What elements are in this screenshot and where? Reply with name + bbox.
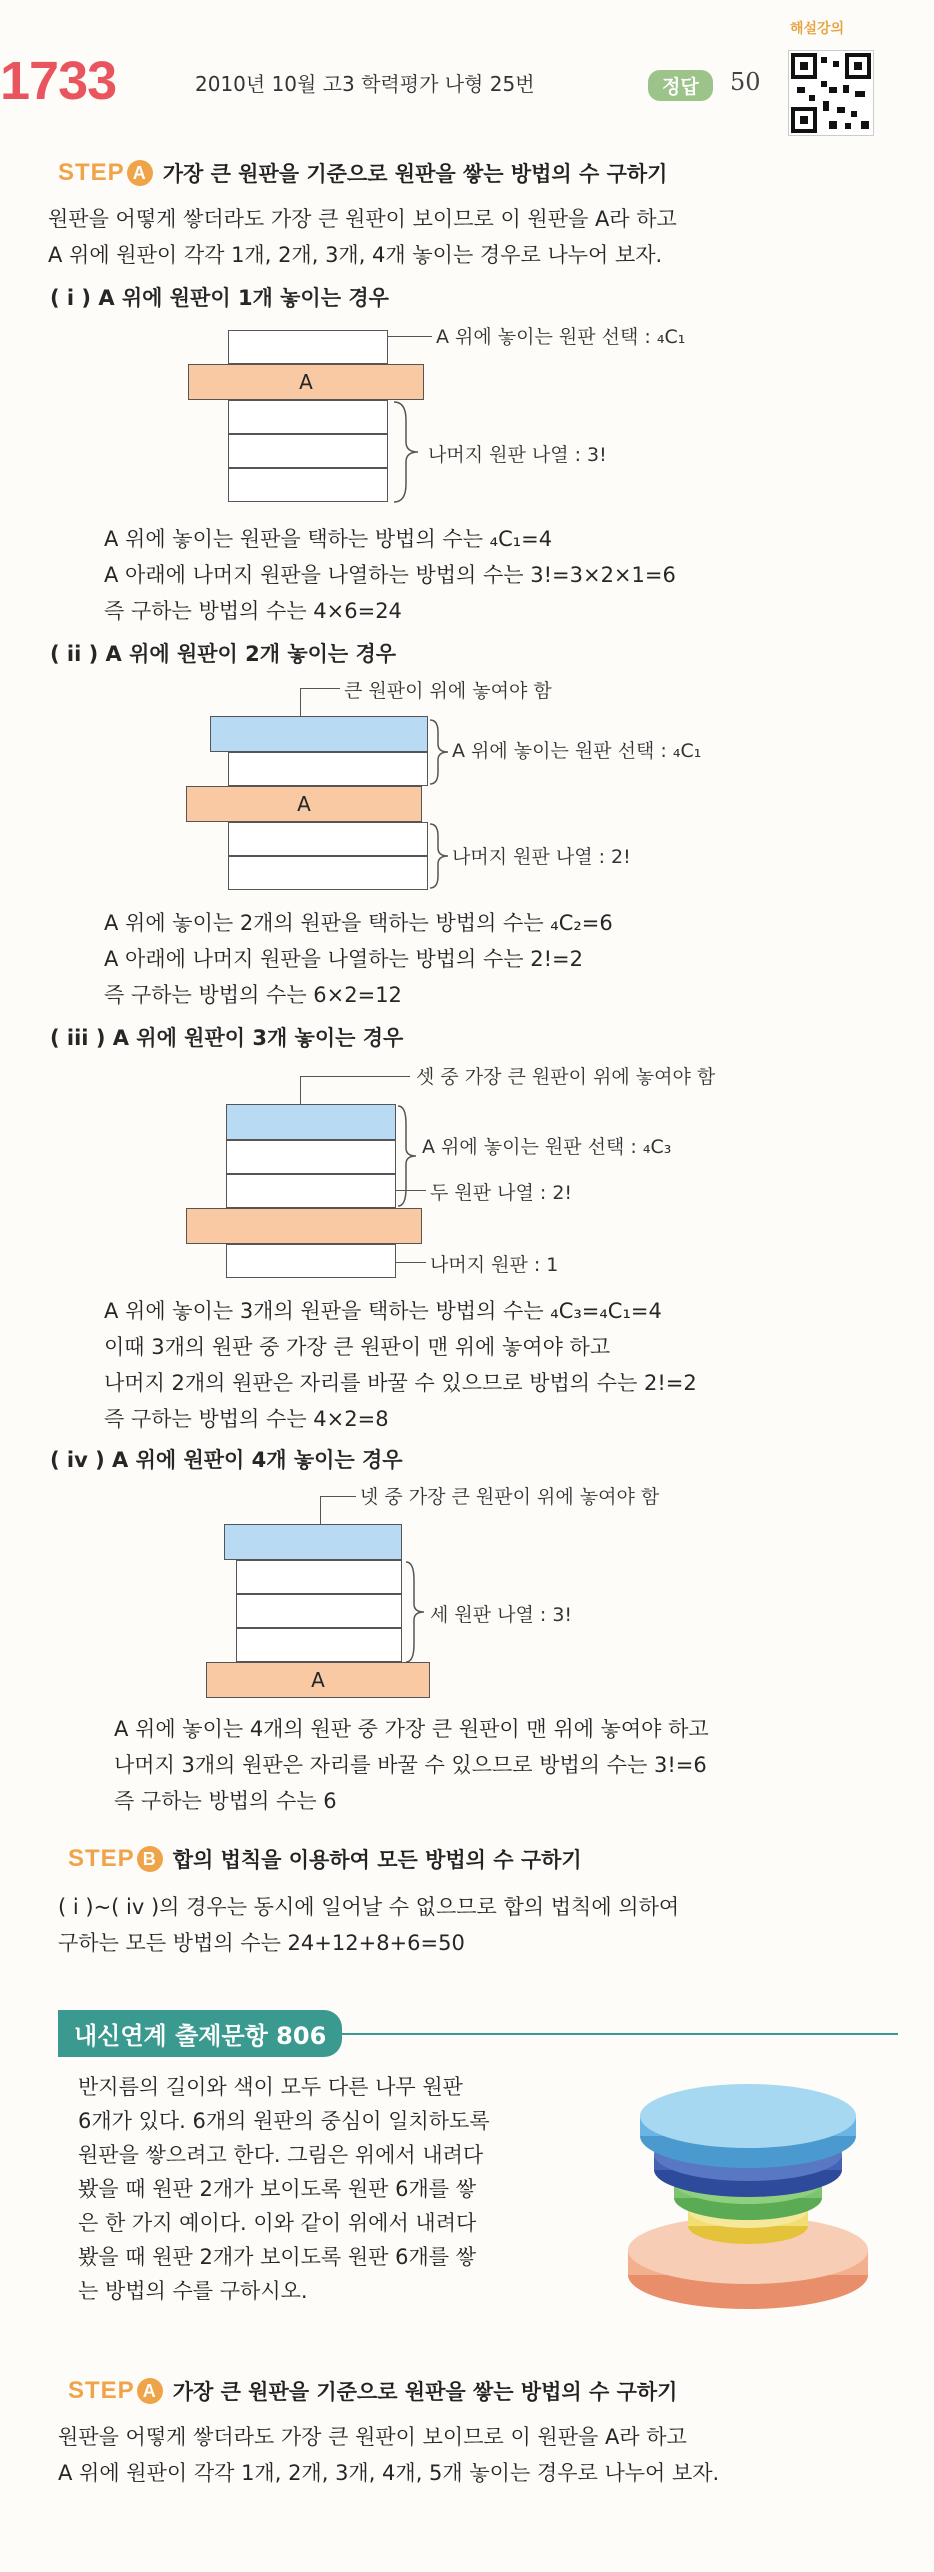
case2-line-3: 즉 구하는 방법의 수는 6×2=12 (104, 983, 402, 1007)
linked-q-line: 는 방법의 수를 구하시오. (78, 2279, 308, 2304)
case2-pointer-line (300, 688, 340, 689)
case1-lower-disk (228, 468, 388, 502)
step-a2-title: 가장 큰 원판을 기준으로 원판을 쌓는 방법의 수 구하기 (172, 2380, 678, 2404)
answer-value: 50 (730, 68, 761, 96)
step-a-intro-1: 원판을 어떻게 쌓더라도 가장 큰 원판이 보이므로 이 원판을 A라 하고 (48, 207, 677, 231)
case3-brace (396, 1104, 418, 1208)
linked-q-line: 봤을 때 원판 2개가 보이도록 원판 6개를 쌓 (78, 2177, 477, 2202)
case1-brace (392, 400, 422, 504)
linked-header (58, 2010, 898, 2057)
case3-line-1: A 위에 놓이는 3개의 원판을 택하는 방법의 수는 ₄C₃=₄C₁=4 (104, 1299, 662, 1323)
case3-pointer-line (300, 1076, 410, 1077)
step-a2-tag: STEP A (68, 2377, 163, 2405)
linked-problem (58, 2010, 898, 2057)
case1-pointer (388, 336, 432, 337)
case4-disk-a: A (206, 1662, 430, 1698)
case3-ann-two: 두 원판 나열 : 2! (430, 1182, 573, 1204)
step-b-line-1: ( i )~( iv )의 경우는 동시에 일어날 수 없으므로 합의 법칙에 의하여 (58, 1895, 680, 1919)
qr-label: 해설강의 (790, 21, 845, 37)
case2-blue-disk (210, 716, 428, 752)
case1-ann-rest: 나머지 원판 나열 : 3! (428, 444, 607, 466)
case3-rest-pointer (396, 1262, 426, 1263)
case4-line-1: A 위에 놓이는 4개의 원판 중 가장 큰 원판이 맨 위에 놓여야 하고 (114, 1717, 709, 1741)
case4-disk (236, 1628, 402, 1662)
case2-line-1: A 위에 놓이는 2개의 원판을 택하는 방법의 수는 ₄C₂=6 (104, 911, 613, 935)
case2-brace-top (428, 718, 450, 786)
case2-ann-big: 큰 원판이 위에 놓여야 함 (344, 680, 552, 702)
step-b-tag: STEP B (68, 1845, 163, 1873)
case1-lower-disk (228, 400, 388, 434)
case1-disk-a: A (188, 364, 424, 400)
linked-q-line: 은 한 가지 예이다. 이와 같이 위에서 내려다 (78, 2211, 477, 2236)
step-b-line-2: 구하는 모든 방법의 수는 24+12+8+6=50 (58, 1931, 465, 1955)
disk-stack-illustration (598, 2070, 898, 2320)
case4-ann-three: 세 원판 나열 : 3! (430, 1604, 573, 1626)
step-b-header (68, 1844, 582, 1874)
linked-q-line: 원판을 쌓으려고 한다. 그림은 위에서 내려다 (78, 2143, 484, 2168)
step-b-title: 합의 법칙을 이용하여 모든 방법의 수 구하기 (172, 1848, 582, 1872)
case4-line-3: 즉 구하는 방법의 수는 6 (114, 1789, 337, 1813)
step-a-intro-2: A 위에 원판이 각각 1개, 2개, 3개, 4개 놓이는 경우로 나누어 보자. (48, 243, 663, 267)
case2-lower-disk (228, 856, 428, 890)
step-a-title: 가장 큰 원판을 기준으로 원판을 쌓는 방법의 수 구하기 (162, 162, 668, 186)
linked-q-line: 봤을 때 원판 2개가 보이도록 원판 6개를 쌓 (78, 2245, 477, 2270)
case3-disk-a (186, 1208, 422, 1244)
linked-q-line: 6개가 있다. 6개의 원판의 중심이 일치하도록 (78, 2109, 490, 2134)
case4-title: ( iv ) A 위에 원판이 4개 놓이는 경우 (50, 1448, 403, 1472)
case3-line-4: 즉 구하는 방법의 수는 4×2=8 (104, 1407, 389, 1431)
case3-line-2: 이때 3개의 원판 중 가장 큰 원판이 맨 위에 놓여야 하고 (104, 1335, 611, 1359)
case4-line-2: 나머지 3개의 원판은 자리를 바꿀 수 있으므로 방법의 수는 3!=6 (114, 1753, 707, 1777)
case1-line-3: 즉 구하는 방법의 수는 4×6=24 (104, 599, 402, 623)
problem-number: 1733 (0, 51, 117, 111)
step-a2-header (68, 2376, 677, 2406)
case3-ann-top: A 위에 놓이는 원판 선택 : ₄C₃ (422, 1136, 672, 1158)
case4-pointer-stem (320, 1496, 321, 1524)
case3-two-pointer (396, 1190, 426, 1191)
case2-brace-bottom (428, 822, 450, 890)
case4-brace (404, 1560, 426, 1664)
case3-pointer-stem (300, 1076, 301, 1104)
case2-disk-a: A (186, 786, 422, 822)
linked-question (78, 2070, 490, 2308)
case4-disk (236, 1594, 402, 1628)
case4-pointer-line (320, 1496, 356, 1497)
case2-title: ( ii ) A 위에 원판이 2개 놓이는 경우 (50, 642, 397, 666)
case3-ann-big: 셋 중 가장 큰 원판이 위에 놓여야 함 (416, 1066, 716, 1088)
case1-top-disk (228, 330, 388, 364)
case4-disk (236, 1560, 402, 1594)
case1-title: ( i ) A 위에 원판이 1개 놓이는 경우 (50, 286, 389, 310)
case2-top-disk (228, 752, 428, 786)
qr-code-icon[interactable] (788, 50, 874, 136)
answer-badge: 정답 (648, 70, 713, 101)
case3-disk (226, 1174, 396, 1208)
case1-line-1: A 위에 놓이는 원판을 택하는 방법의 수는 ₄C₁=4 (104, 527, 553, 551)
case1-ann-top: A 위에 놓이는 원판 선택 : ₄C₁ (436, 326, 686, 348)
case2-ann-top: A 위에 놓이는 원판 선택 : ₄C₁ (452, 740, 702, 762)
problem-source: 2010년 10월 고3 학력평가 나형 25번 (195, 72, 535, 96)
case1-lower-disk (228, 434, 388, 468)
case3-ann-rest: 나머지 원판 : 1 (430, 1254, 559, 1276)
case3-bottom-disk (226, 1244, 396, 1278)
case4-ann-big: 넷 중 가장 큰 원판이 위에 놓여야 함 (360, 1486, 660, 1508)
step-a-tag: STEP A (58, 159, 153, 187)
case1-line-2: A 아래에 나머지 원판을 나열하는 방법의 수는 3!=3×2×1=6 (104, 563, 676, 587)
case2-pointer-stem (300, 688, 301, 716)
step-a-header (58, 158, 667, 188)
case2-lower-disk (228, 822, 428, 856)
case3-line-3: 나머지 2개의 원판은 자리를 바꿀 수 있으므로 방법의 수는 2!=2 (104, 1371, 697, 1395)
step-a2-intro-2: A 위에 원판이 각각 1개, 2개, 3개, 4개, 5개 놓이는 경우로 나누어 보자. (58, 2461, 720, 2485)
linked-q-line: 반지름의 길이와 색이 모두 다른 나무 원판 (78, 2075, 463, 2099)
case3-disk (226, 1140, 396, 1174)
case2-line-2: A 아래에 나머지 원판을 나열하는 방법의 수는 2!=2 (104, 947, 583, 971)
case3-title: ( iii ) A 위에 원판이 3개 놓이는 경우 (50, 1026, 404, 1050)
step-a2-intro-1: 원판을 어떻게 쌓더라도 가장 큰 원판이 보이므로 이 원판을 A라 하고 (58, 2425, 687, 2449)
case3-blue-disk (226, 1104, 396, 1140)
linked-badge: 내신연계 출제문항 806 (58, 2010, 342, 2057)
case4-blue-disk (224, 1524, 402, 1560)
case2-ann-rest: 나머지 원판 나열 : 2! (452, 846, 631, 868)
linked-rule (342, 2033, 898, 2035)
